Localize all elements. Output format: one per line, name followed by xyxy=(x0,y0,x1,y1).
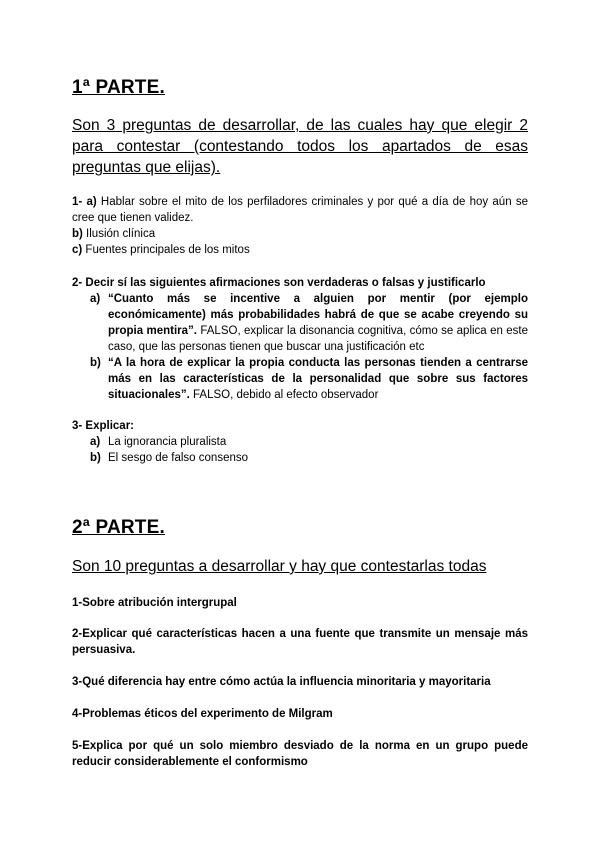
question-3a xyxy=(90,434,528,450)
part2-title: 2ª PARTE. xyxy=(72,517,165,538)
question-2a-statement: “Cuanto más se incentive a alguien por mentir (por ejemplo económicamente) más probabilidades habrá de que se acabe creyendo su propia mentira”. xyxy=(108,293,528,337)
question-2b-label: b) xyxy=(90,357,101,369)
part2-question-5: 5-Explica por qué un solo miembro desviado de la norma en un grupo puede reducir considerablemente el conformismo xyxy=(72,740,528,768)
question-3a-label: a) xyxy=(90,436,101,448)
question-1c-label: c) xyxy=(72,244,83,256)
question-3-title: 3- Explicar: xyxy=(72,420,134,432)
question-1c xyxy=(72,242,528,258)
part1-title: 1ª PARTE. xyxy=(72,77,165,98)
question-2a-body xyxy=(108,291,528,355)
question-2b xyxy=(90,355,528,403)
question-2-title: 2- Decir sí las siguientes afirmaciones son verdaderas o falsas y justificarlo xyxy=(72,277,486,289)
question-1b-text: Ilusión clínica xyxy=(82,228,156,240)
question-2a-label: a) xyxy=(90,293,101,305)
question-2b-statement: “A la hora de explicar la propia conducta las personas tienden a centrarse más en las características de la personalidad que sobre sus factores situacionales”. xyxy=(108,357,528,401)
question-3b-label: b) xyxy=(90,452,101,464)
question-1-text: Hablar sobre el mito de los perfiladores criminales y por qué a día de hoy aún se cree que tienen validez. xyxy=(72,196,528,224)
part2-question-3: 3-Qué diferencia hay entre cómo actúa la influencia minoritaria y mayoritaria xyxy=(72,676,491,688)
question-1-number: 1- a) xyxy=(72,196,97,208)
question-2a xyxy=(90,291,528,355)
question-3b xyxy=(90,450,528,466)
question-1 xyxy=(72,194,528,226)
question-1b-label: b) xyxy=(72,228,83,240)
question-3a-text: La ignorancia pluralista xyxy=(108,436,227,448)
question-1c-text: Fuentes principales de los mitos xyxy=(82,244,250,256)
question-2a-answer: FALSO, explicar la disonancia cognitiva, cómo se aplica en este caso, que las personas tienen que buscar una justificación etc xyxy=(108,325,528,353)
part2-question-2: 2-Explicar qué características hacen a una fuente que transmite un mensaje más persuasiva. xyxy=(72,628,528,656)
question-3b-text: El sesgo de falso consenso xyxy=(108,452,249,464)
part2-intro: Son 10 preguntas a desarrollar y hay que contestarlas todas xyxy=(72,558,487,575)
question-1b xyxy=(72,226,528,242)
question-2b-body xyxy=(108,355,528,403)
part2-question-1: 1-Sobre atribución intergrupal xyxy=(72,597,237,609)
part2-question-4: 4-Problemas éticos del experimento de Milgram xyxy=(72,708,333,720)
question-2b-answer: FALSO, debido al efecto observador xyxy=(189,389,379,401)
part1-intro: Son 3 preguntas de desarrollar, de las cuales hay que elegir 2 para contestar (contestando todos los apartados de esas preguntas que elijas). xyxy=(72,117,528,176)
